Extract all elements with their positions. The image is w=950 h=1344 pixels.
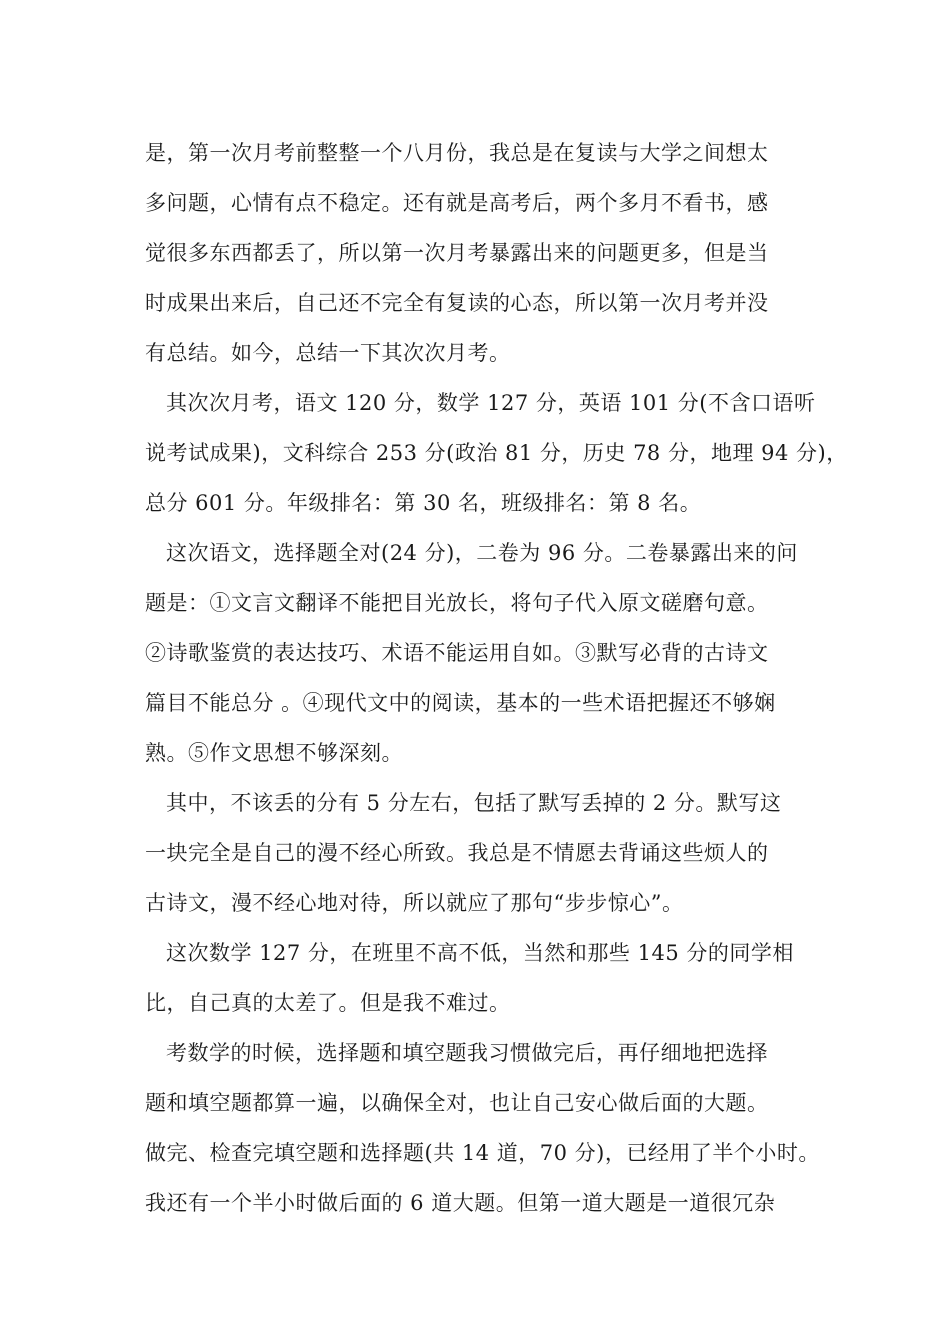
- text-line: ②诗歌鉴赏的表达技巧、术语不能运用自如。③默写必背的古诗文: [145, 641, 769, 665]
- text-line: 做完、检查完填空题和选择题(共 14 道，70 分)，已经用了半个小时。: [145, 1141, 820, 1165]
- text-line: 题是：①文言文翻译不能把目光放长，将句子代入原文磋磨句意。: [145, 591, 769, 615]
- text-line: 一块完全是自己的漫不经心所致。我总是不情愿去背诵这些烦人的: [145, 841, 769, 865]
- text-line: 有总结。如今，总结一下其次次月考。: [145, 341, 511, 365]
- text-line: 觉很多东西都丢了，所以第一次月考暴露出来的问题更多，但是当: [145, 241, 769, 265]
- paragraph-start-line: 考数学的时候，选择题和填空题我习惯做完后，再仔细地把选择: [166, 1041, 768, 1065]
- paragraph-start-line: 其中，不该丢的分有 5 分左右，包括了默写丢掉的 2 分。默写这: [166, 791, 782, 815]
- paragraph-start-line: 这次语文，选择题全对(24 分)，二卷为 96 分。二卷暴露出来的问: [166, 541, 798, 565]
- text-line: 我还有一个半小时做后面的 6 道大题。但第一道大题是一道很冗杂: [145, 1191, 776, 1215]
- text-line: 总分 601 分。年级排名：第 30 名，班级排名：第 8 名。: [145, 491, 702, 515]
- text-line: 熟。⑤作文思想不够深刻。: [145, 741, 403, 765]
- document-body: [145, 128, 848, 1228]
- text-line: 是，第一次月考前整整一个八月份，我总是在复读与大学之间想太: [145, 141, 769, 165]
- paragraph-start-line: 其次次月考，语文 120 分，数学 127 分，英语 101 分(不含口语听: [166, 391, 816, 415]
- text-line: 古诗文，漫不经心地对待，所以就应了那句“步步惊心”。: [145, 891, 684, 915]
- text-line: 说考试成果)，文科综合 253 分(政治 81 分，历史 78 分，地理 94 分)，: [145, 441, 848, 465]
- text-line: 题和填空题都算一遍，以确保全对，也让自己安心做后面的大题。: [145, 1091, 769, 1115]
- text-line: 比，自己真的太差了。但是我不难过。: [145, 991, 511, 1015]
- paragraph-start-line: 这次数学 127 分，在班里不高不低，当然和那些 145 分的同学相: [166, 941, 794, 965]
- text-line: 时成果出来后，自己还不完全有复读的心态，所以第一次月考并没: [145, 291, 769, 315]
- text-line: 多问题，心情有点不稳定。还有就是高考后，两个多月不看书，感: [145, 191, 769, 215]
- text-line: 篇目不能总分 。④现代文中的阅读，基本的一些术语把握还不够娴: [145, 691, 776, 715]
